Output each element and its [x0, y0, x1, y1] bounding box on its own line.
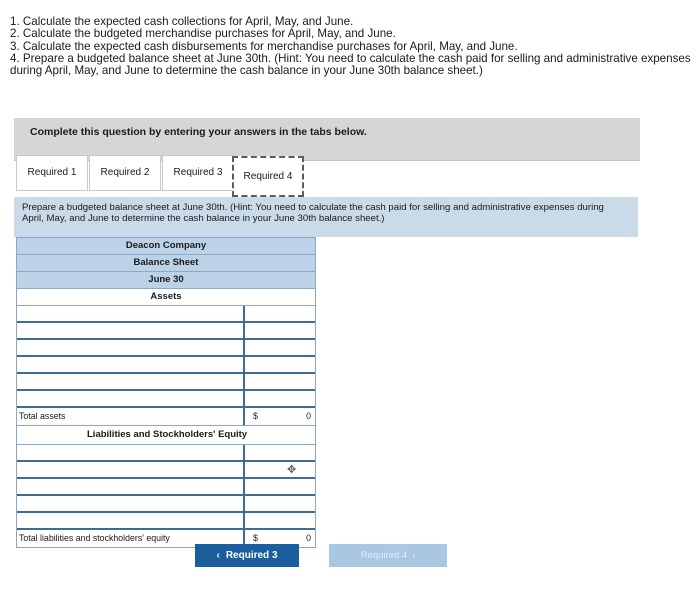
chevron-left-icon: ‹: [216, 550, 220, 561]
prompt-banner: [14, 197, 638, 237]
liability-label-input[interactable]: [17, 479, 245, 494]
asset-row: [17, 391, 315, 408]
total-liabilities-label: Total liabilities and stockholders' equity: [17, 530, 245, 547]
asset-label-input[interactable]: [17, 340, 245, 355]
asset-amount-input[interactable]: [245, 391, 315, 406]
next-required-button[interactable]: [329, 544, 447, 567]
statement-title: Balance Sheet: [17, 255, 315, 272]
instruction-4-continued: during April, May, and June to determine the cash balance in your June 30th balance sheet.): [10, 64, 483, 78]
instruction-2: 2. Calculate the budgeted merchandise purchases for April, May, and June.: [10, 27, 396, 41]
prompt-text: Prepare a budgeted balance sheet at June 30th. (Hint: You need to calculate the cash paid for selling and administrative expenses during April, May, and June to determine the cash balance in your June 30th balance sheet.): [22, 202, 604, 224]
tab-required-4[interactable]: Required 4: [232, 156, 304, 197]
liability-amount-input[interactable]: [245, 462, 315, 477]
liability-label-input[interactable]: [17, 513, 245, 528]
tab-required-2[interactable]: Required 2: [89, 155, 161, 191]
move-cursor-icon: ✥: [287, 464, 297, 476]
tab-required-1[interactable]: Required 1: [16, 155, 88, 191]
instruction-4: 4. Prepare a budgeted balance sheet at June 30th. (Hint: You need to calculate the cash paid for selling and administrative expenses: [10, 51, 691, 65]
currency-symbol: $: [253, 411, 258, 421]
currency-symbol: $: [253, 533, 258, 543]
statement-date: June 30: [17, 272, 315, 289]
liability-amount-input[interactable]: [245, 445, 315, 460]
liability-row: [17, 445, 315, 462]
asset-row: [17, 357, 315, 374]
company-name: Deacon Company: [17, 238, 315, 255]
asset-row: [17, 374, 315, 391]
liability-amount-input[interactable]: [245, 513, 315, 528]
balance-sheet-table: [16, 237, 316, 548]
total-assets-label: Total assets: [17, 408, 245, 425]
liability-amount-input[interactable]: [245, 479, 315, 494]
liability-amount-input[interactable]: [245, 496, 315, 511]
asset-row: [17, 323, 315, 340]
instructions: [10, 16, 698, 77]
asset-label-input[interactable]: [17, 374, 245, 389]
asset-row: [17, 306, 315, 323]
asset-label-input[interactable]: [17, 306, 245, 321]
total-liabilities-value: 0: [306, 533, 311, 543]
total-assets-value: 0: [306, 411, 311, 421]
tab-required-3[interactable]: Required 3: [162, 155, 234, 191]
instruction-3: 3. Calculate the expected cash disbursements for merchandise purchases for April, May, and June.: [10, 39, 518, 53]
asset-amount-input[interactable]: [245, 374, 315, 389]
complete-text: Complete this question by entering your answers in the tabs below.: [30, 126, 367, 138]
liability-label-input[interactable]: [17, 462, 245, 477]
liability-label-input[interactable]: [17, 496, 245, 511]
previous-required-button[interactable]: [195, 544, 299, 567]
total-assets-amount: [245, 408, 315, 425]
asset-row: [17, 340, 315, 357]
liability-row: [17, 496, 315, 513]
liability-row: [17, 479, 315, 496]
asset-amount-input[interactable]: [245, 306, 315, 321]
instruction-1: 1. Calculate the expected cash collections for April, May, and June.: [10, 15, 354, 28]
previous-button-label: Required 3: [225, 550, 278, 561]
liability-row: [17, 513, 315, 530]
asset-label-input[interactable]: [17, 357, 245, 372]
next-button-label: Required 4: [360, 550, 408, 561]
liability-row: [17, 462, 315, 479]
asset-label-input[interactable]: [17, 323, 245, 338]
liability-label-input[interactable]: [17, 445, 245, 460]
asset-amount-input[interactable]: [245, 340, 315, 355]
chevron-right-icon: ›: [412, 550, 416, 561]
assets-heading: Assets: [17, 289, 315, 306]
asset-amount-input[interactable]: [245, 323, 315, 338]
asset-label-input[interactable]: [17, 391, 245, 406]
asset-amount-input[interactable]: [245, 357, 315, 372]
total-assets-row: [17, 408, 315, 426]
liabilities-heading: Liabilities and Stockholders' Equity: [17, 426, 315, 445]
